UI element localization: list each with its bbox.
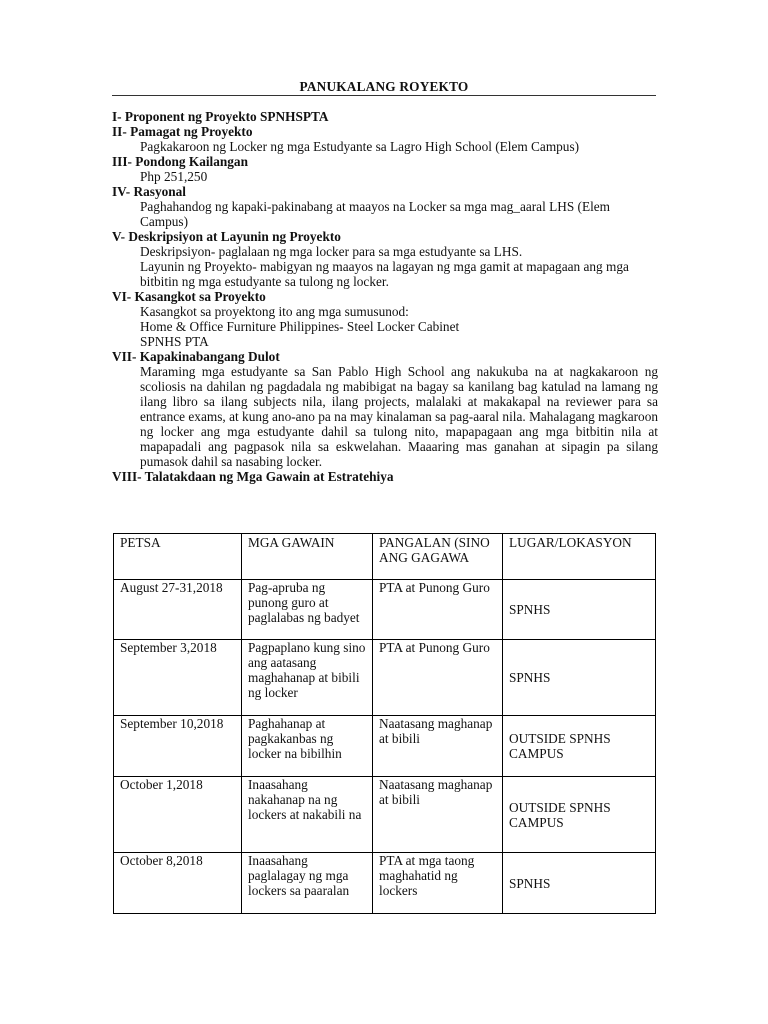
cell-petsa: September 3,2018 bbox=[114, 640, 242, 716]
schedule-table bbox=[113, 533, 656, 914]
cell-gawain: Paghahanap at pagkakanbas ng locker na bibilhin bbox=[242, 716, 373, 777]
rasyonal-text: Paghahandog ng kapaki-pakinabang at maayos na Locker sa mga mag_aaral LHS (Elem Campus) bbox=[140, 199, 611, 229]
kapakinabangan-paragraph: Maraming mga estudyante sa San Pablo High School ang nakukuba na at nagkakaroon ng scoliosis na dahilan ng pagdadala ng mabibigat na bagay sa kanilang bag katulad na lamang ng ilang libro sa ilang subjects nila, ilang projects, malalaki at makakapal na reviewer para sa entrance exams, at kung ano-ano pa na may kinalaman sa pag-aaral nila. Mahalagang magkaroon ng locker ang mga estudyante dahil sa tulong nito, mapapagaan ang mga bitbitin nila at mapapadali ang pagpasok nila sa eskwelahan. Maaaring mas ganahan at sipagin pa silang pumasok dahil sa nasabing locker. bbox=[140, 364, 658, 469]
cell-lugar: SPNHS bbox=[503, 853, 656, 914]
cell-gawain: Inaasahang paglalagay ng mga lockers sa paaralan bbox=[242, 853, 373, 914]
cell-petsa: October 8,2018 bbox=[114, 853, 242, 914]
cell-gawain: Pag-apruba ng punong guro at paglalabas ng badyet bbox=[242, 580, 373, 640]
cell-pangalan: PTA at mga taong maghahatid ng lockers bbox=[373, 853, 503, 914]
section-heading-rasyonal: IV- Rasyonal bbox=[112, 184, 187, 199]
section-heading-proponent: I- Proponent ng Proyekto SPNHSPTA bbox=[112, 109, 329, 124]
layunin-text: Layunin ng Proyekto- mabigyan ng maayos na lagayan ng mga gamit at mapagaan ang mga bitbitin ng mga estudyante sa tulong ng locker. bbox=[140, 259, 629, 289]
cell-lugar: SPNHS bbox=[503, 640, 656, 716]
deskripsiyon-text: Deskripsiyon- paglalaan ng mga locker para sa mga estudyante sa LHS. bbox=[140, 244, 523, 259]
cell-pangalan: PTA at Punong Guro bbox=[373, 640, 503, 716]
kasangkot-pta: SPNHS PTA bbox=[140, 334, 209, 349]
cell-pangalan: Naatasang maghanap at bibili bbox=[373, 716, 503, 777]
kasangkot-supplier: Home & Office Furniture Philippines- Steel Locker Cabinet bbox=[140, 319, 460, 334]
section-heading-kasangkot: VI- Kasangkot sa Proyekto bbox=[112, 289, 266, 304]
cell-pangalan: PTA at Punong Guro bbox=[373, 580, 503, 640]
proposal-body bbox=[112, 109, 658, 484]
table-row bbox=[114, 777, 656, 853]
table-row bbox=[114, 716, 656, 777]
section-heading-pamagat: II- Pamagat ng Proyekto bbox=[112, 124, 253, 139]
col-header-lugar: LUGAR/LOKASYON bbox=[503, 534, 656, 580]
table-row bbox=[114, 580, 656, 640]
section-heading-talatakdaan: VIII- Talatakdaan ng Mga Gawain at Estratehiya bbox=[112, 469, 394, 484]
section-heading-pondo: III- Pondong Kailangan bbox=[112, 154, 248, 169]
table-header-row bbox=[114, 534, 656, 580]
cell-petsa: September 10,2018 bbox=[114, 716, 242, 777]
cell-gawain: Inaasahang nakahanap na ng lockers at nakabili na bbox=[242, 777, 373, 853]
pamagat-text: Pagkakaroon ng Locker ng mga Estudyante sa Lagro High School (Elem Campus) bbox=[140, 139, 580, 154]
col-header-pangalan: PANGALAN (SINO ANG GAGAWA bbox=[373, 534, 503, 580]
page-title: PANUKALANG ROYEKTO bbox=[299, 79, 469, 94]
cell-pangalan: Naatasang maghanap at bibili bbox=[373, 777, 503, 853]
col-header-petsa: PETSA bbox=[114, 534, 242, 580]
title-divider bbox=[112, 95, 656, 96]
pondo-amount: Php 251,250 bbox=[140, 169, 208, 184]
table-row bbox=[114, 853, 656, 914]
section-heading-deskripsiyon: V- Deskripsiyon at Layunin ng Proyekto bbox=[112, 229, 341, 244]
col-header-gawain: MGA GAWAIN bbox=[242, 534, 373, 580]
table-row bbox=[114, 640, 656, 716]
cell-lugar: SPNHS bbox=[503, 580, 656, 640]
kasangkot-intro: Kasangkot sa proyektong ito ang mga sumusunod: bbox=[140, 304, 409, 319]
cell-lugar: OUTSIDE SPNHS CAMPUS bbox=[503, 716, 656, 777]
cell-petsa: August 27-31,2018 bbox=[114, 580, 242, 640]
cell-lugar: OUTSIDE SPNHS CAMPUS bbox=[503, 777, 656, 853]
cell-petsa: October 1,2018 bbox=[114, 777, 242, 853]
cell-gawain: Pagpaplano kung sino ang aatasang maghahanap at bibili ng locker bbox=[242, 640, 373, 716]
section-heading-kapakinabangan: VII- Kapakinabangang Dulot bbox=[112, 349, 280, 364]
